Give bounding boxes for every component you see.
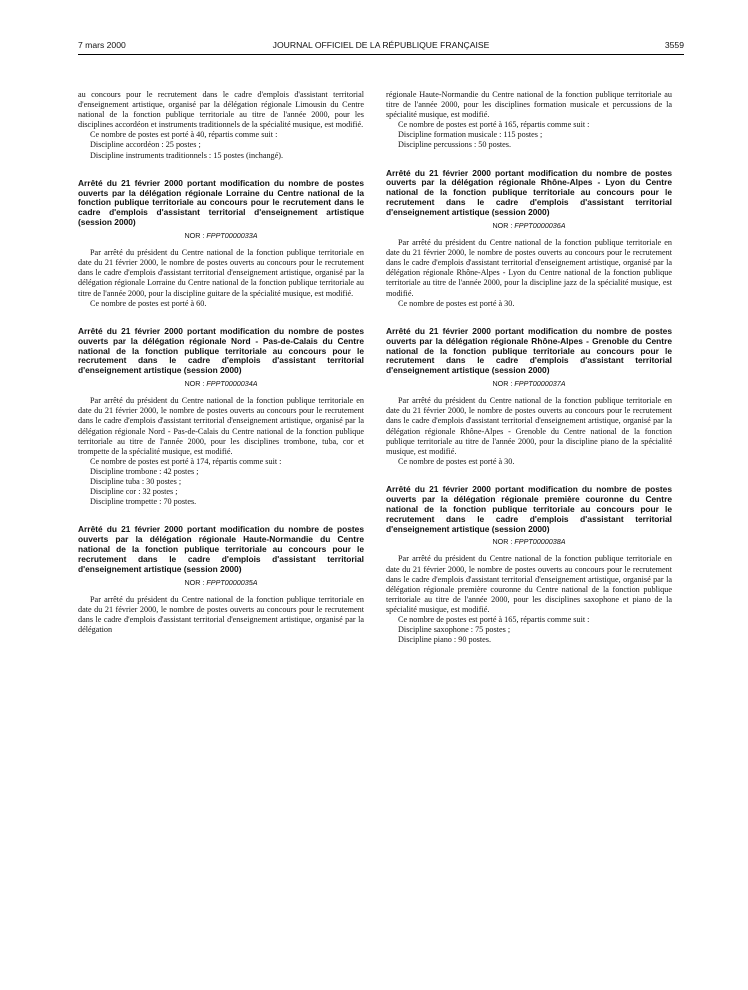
- arrete-title: Arrêté du 21 février 2000 portant modification du nombre de postes ouverts par la délégation régionale Rhône-Alpes - Lyon du Centre national de la fonction publique territoriale au concours pour le recrutement dans le cadre d'emplois d'assistant territorial d'enseignement artistique (session 2000): [386, 167, 672, 218]
- discipline-item: Discipline piano : 90 postes.: [398, 635, 492, 645]
- posts-count: Ce nombre de postes est porté à 40, répartis comme suit :: [90, 130, 278, 140]
- discipline-item: Discipline cor : 32 postes ;: [90, 487, 178, 497]
- arrete-body: Par arrêté du président du Centre national de la fonction publique territoriale en date du 21 février 2000, le nombre de postes ouverts au concours pour le recrutement dans le cadre d'emplois d'assistant territorial d'enseignement artistique, organisé par la délégation régionale Rhône-Alpes - Lyon du Centre national de la fonction publique territoriale au titre de l'année 2000, pour la discipline jazz de la spécialité musique, est modifié.: [386, 238, 672, 298]
- arrete-title: Arrêté du 21 février 2000 portant modification du nombre de postes ouverts par la délégation régionale Lorraine du Centre national de la fonction publique territoriale au concours pour le recrutement dans le cadre d'emplois d'assistant territorial d'enseignement artistique (session 2000): [78, 177, 364, 228]
- header-rule: [78, 54, 684, 55]
- right-column: [386, 90, 672, 645]
- arrete-premiere-couronne: [386, 485, 672, 645]
- nor-code: FPPT0000038A: [514, 537, 566, 547]
- nor-reference: [78, 578, 364, 587]
- discipline-item: Discipline tuba : 30 postes ;: [90, 477, 182, 487]
- nor-label: NOR :: [184, 231, 205, 241]
- arrete-title: Arrêté du 21 février 2000 portant modification du nombre de postes ouverts par la délégation régionale Rhône-Alpes - Grenoble du Centre national de la fonction publique territoriale au concours pour le recrutement dans le cadre d'emplois d'assistant territorial d'enseignement artistique (session 2000): [386, 325, 672, 376]
- nor-reference: [78, 379, 364, 388]
- arrete-body: Par arrêté du président du Centre national de la fonction publique territoriale en date du 21 février 2000, le nombre de postes ouverts au concours pour le recrutement dans le cadre d'emplois d'assistant territorial d'enseignement artistique, organisé par la délégation régionale Nord - Pas-de-Calais du Centre national de la fonction publique territoriale au titre de l'année 2000, pour les disciplines trombone, tuba, cor et trompette de la spécialité musique, est modifié.: [78, 396, 364, 456]
- nor-reference: [386, 379, 672, 388]
- arrete-body: Par arrêté du président du Centre national de la fonction publique territoriale en date du 21 février 2000, le nombre de postes ouverts au concours pour le recrutement dans le cadre d'emplois d'assistant territorial d'enseignement artistique, organisé par la délégation régionale première couronne du Centre national de la fonction publique territoriale au titre de l'année 2000, pour les disciplines saxophone et piano de la spécialité musique, est modifié.: [386, 554, 672, 614]
- discipline-item: Discipline formation musicale : 115 postes ;: [398, 130, 543, 140]
- left-column: [78, 90, 364, 635]
- nor-label: NOR :: [492, 537, 513, 547]
- arrete-rhone-alpes-lyon: [386, 169, 672, 309]
- posts-count: Ce nombre de postes est porté à 165, répartis comme suit :: [398, 615, 590, 625]
- arrete-title: Arrêté du 21 février 2000 portant modification du nombre de postes ouverts par la délégation régionale Nord - Pas-de-Calais du Centre national de la fonction publique territoriale au concours pour le recrutement dans le cadre d'emplois d'assistant territorial d'enseignement artistique (session 2000): [78, 325, 364, 376]
- arrete-body: Par arrêté du président du Centre national de la fonction publique territoriale en date du 21 février 2000, le nombre de postes ouverts au concours pour le recrutement dans le cadre d'emplois d'assistant territorial d'enseignement artistique, organisé par la délégation régionale Rhône-Alpes - Grenoble du Centre national de la fonction publique territoriale au titre de l'année 2000, pour la discipline piano de la spécialité musique, est modifié.: [386, 396, 672, 456]
- nor-code: FPPT0000033A: [206, 231, 258, 241]
- nor-label: NOR :: [492, 379, 513, 389]
- nor-code: FPPT0000037A: [514, 379, 566, 389]
- header-journal-title: JOURNAL OFFICIEL DE LA RÉPUBLIQUE FRANÇAISE: [272, 40, 490, 50]
- continued-paragraph: régionale Haute-Normandie du Centre national de la fonction publique territoriale au titre de l'année 2000, pour les disciplines formation musicale et percussions de la spécialité musique, est modifié.: [386, 90, 672, 120]
- header-page-number: 3559: [664, 40, 684, 50]
- posts-count: Ce nombre de postes est porté à 30.: [398, 298, 515, 308]
- arrete-body: Par arrêté du président du Centre national de la fonction publique territoriale en date du 21 février 2000, le nombre de postes ouverts au concours pour le recrutement dans le cadre d'emplois d'assistant territorial d'enseignement artistique, organisé par la délégation régionale Lorraine du Centre national de la fonction publique territoriale au titre de l'année 2000, pour la discipline guitare de la spécialité musique, est modifié.: [78, 248, 364, 298]
- arrete-nord-pas-de-calais: [78, 327, 364, 508]
- posts-count: Ce nombre de postes est porté à 30.: [398, 456, 515, 466]
- arrete-haute-normandie: [78, 525, 364, 635]
- nor-label: NOR :: [184, 577, 205, 587]
- arrete-lorraine: [78, 179, 364, 309]
- posts-count: Ce nombre de postes est porté à 174, répartis comme suit :: [90, 456, 282, 466]
- posts-count: Ce nombre de postes est porté à 165, répartis comme suit :: [398, 120, 590, 130]
- nor-reference: [78, 231, 364, 240]
- header-date: 7 mars 2000: [78, 40, 126, 50]
- page-header: [78, 40, 684, 54]
- nor-code: FPPT0000035A: [206, 577, 258, 587]
- discipline-item: Discipline trombone : 42 postes ;: [90, 466, 199, 476]
- continued-paragraph: au concours pour le recrutement dans le cadre d'emplois d'assistant territorial d'enseignement artistique, organisé par la délégation régionale Limousin du Centre national de la fonction publique territoriale au titre de l'année 2000, pour les disciplines accordéon et instruments traditionnels de la spécialité musique, est modifié.: [78, 90, 364, 130]
- arrete-body: Par arrêté du président du Centre national de la fonction publique territoriale en date du 21 février 2000, le nombre de postes ouverts au concours pour le recrutement dans le cadre d'emplois d'assistant territorial d'enseignement artistique, organisé par la délégation: [78, 594, 364, 635]
- nor-reference: [386, 537, 672, 546]
- nor-code: FPPT0000034A: [206, 379, 258, 389]
- discipline-item: Discipline saxophone : 75 postes ;: [398, 625, 511, 635]
- nor-label: NOR :: [492, 221, 513, 231]
- discipline-item: Discipline instruments traditionnels : 15 postes (inchangé).: [90, 150, 284, 160]
- posts-count: Ce nombre de postes est porté à 60.: [90, 298, 207, 308]
- discipline-item: Discipline accordéon : 25 postes ;: [90, 140, 201, 150]
- arrete-title: Arrêté du 21 février 2000 portant modification du nombre de postes ouverts par la délégation régionale Haute-Normandie du Centre national de la fonction publique territoriale au concours pour le recrutement dans le cadre d'emplois d'assistant territorial d'enseignement artistique (session 2000): [78, 524, 364, 574]
- nor-label: NOR :: [184, 379, 205, 389]
- arrete-title: Arrêté du 21 février 2000 portant modification du nombre de postes ouverts par la délégation régionale première couronne du Centre national de la fonction publique territoriale au concours pour le recrutement dans le cadre d'emplois d'assistant territorial d'enseignement artistique (session 2000): [386, 483, 672, 534]
- discipline-item: Discipline percussions : 50 postes.: [398, 140, 512, 150]
- nor-reference: [386, 221, 672, 230]
- discipline-item: Discipline trompette : 70 postes.: [90, 497, 197, 507]
- arrete-rhone-alpes-grenoble: [386, 327, 672, 467]
- nor-code: FPPT0000036A: [514, 221, 566, 231]
